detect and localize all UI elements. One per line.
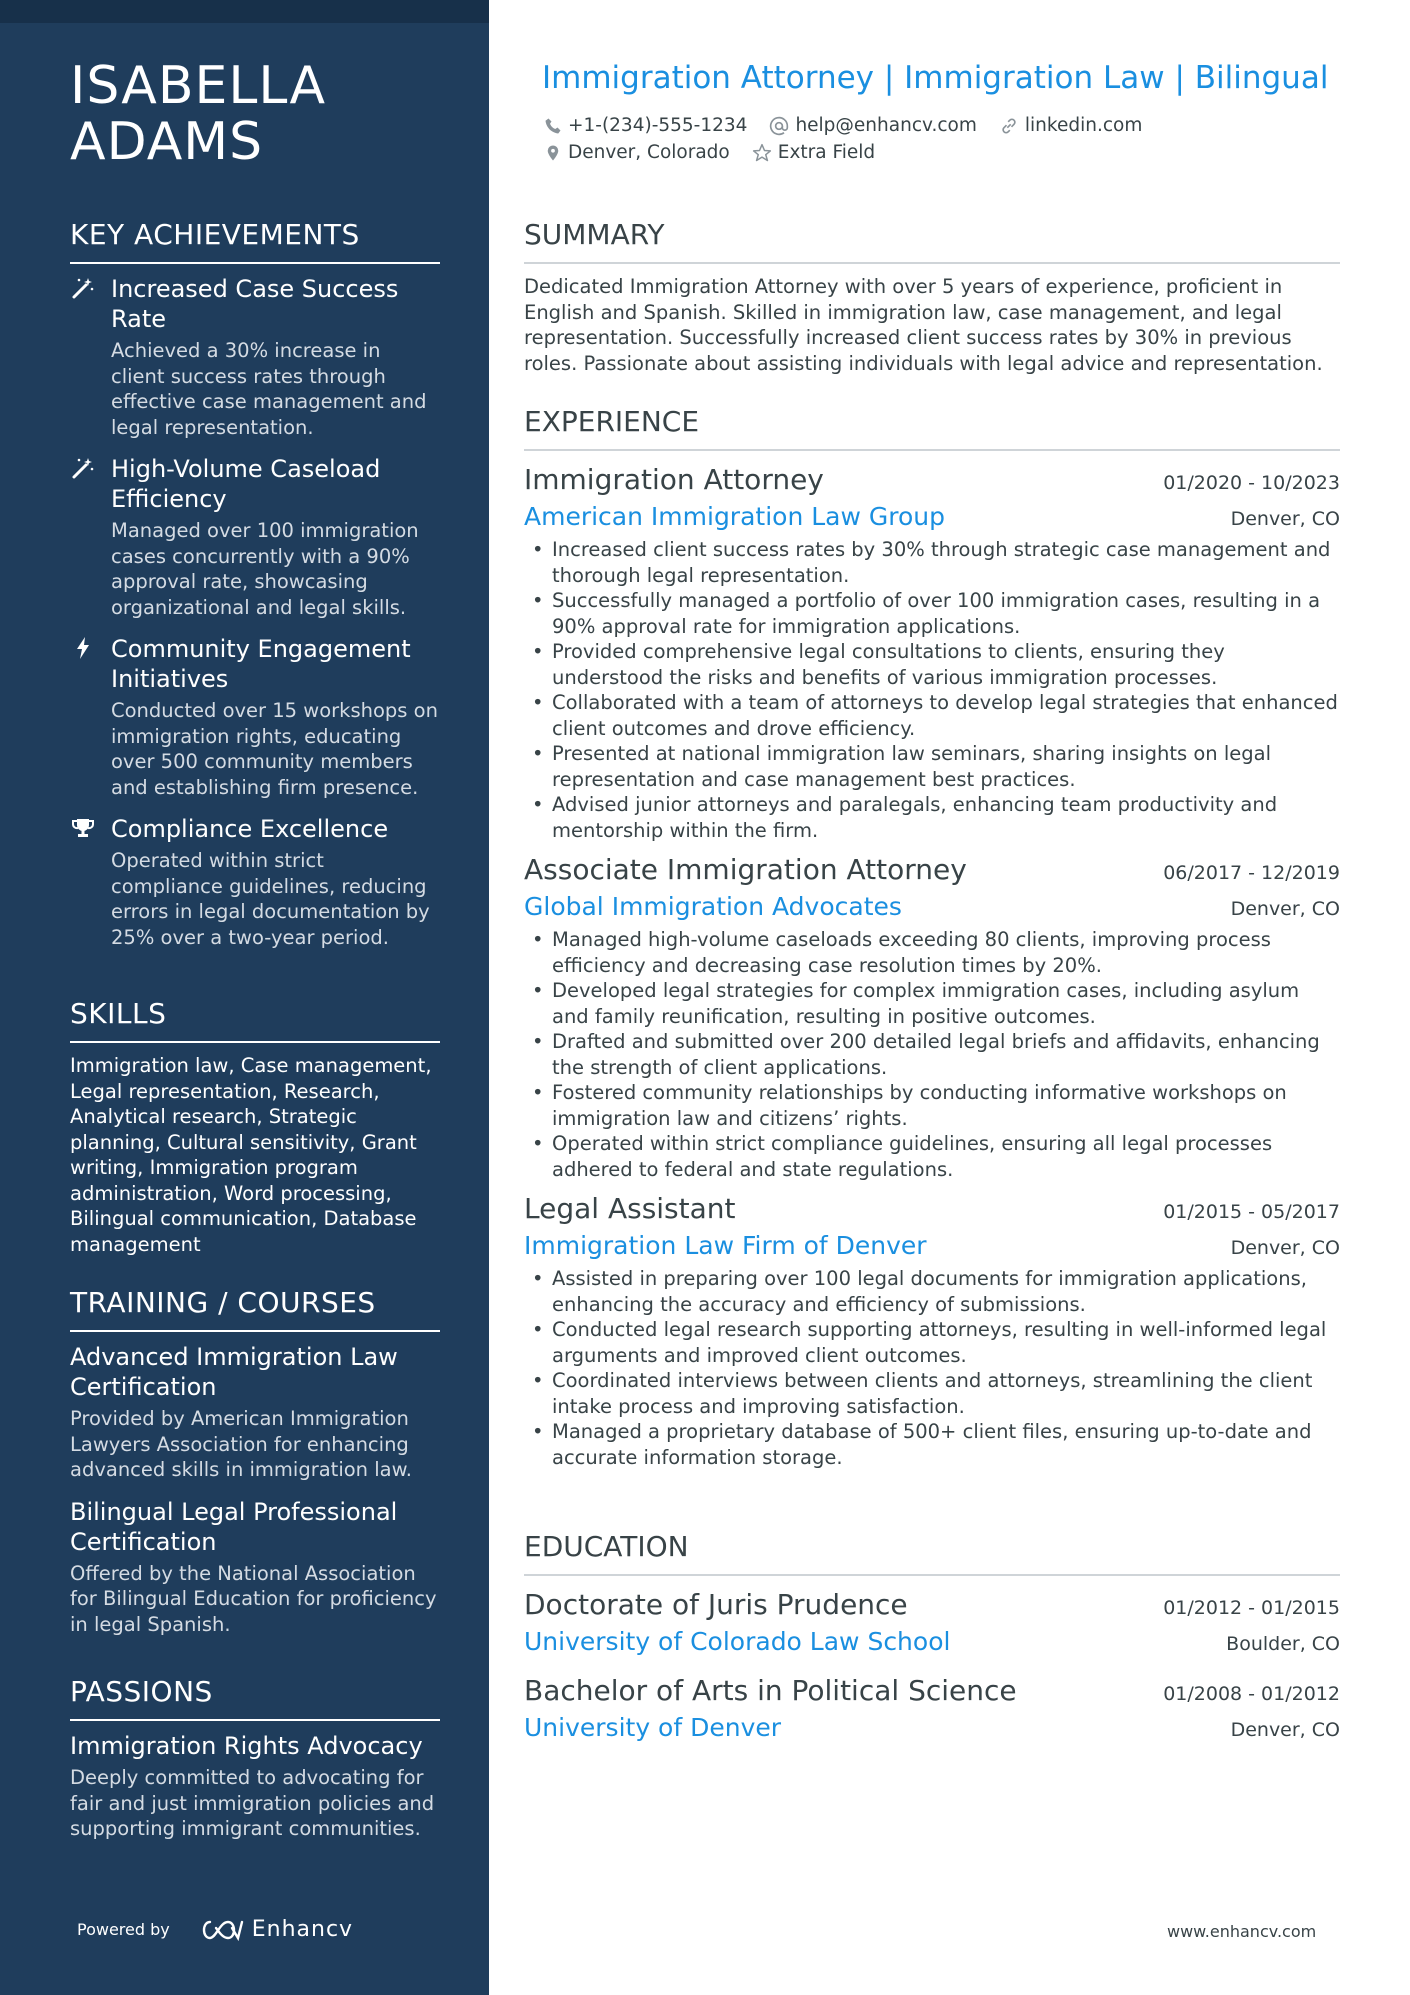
bullet-item: • Collaborated with a team of attorneys to develop legal strategies that enhanced client outcomes and drove efficiency. [552,690,1340,741]
achievement-title: Increased Case Success Rate [111,275,399,333]
education-heading: EDUCATION [524,1530,1340,1576]
contact-info [544,112,1304,166]
bullet-item: • Successfully managed a portfolio of over 100 immigration cases, resulting in a 90% approval rate for immigration applications. [552,588,1340,639]
skills-section [70,997,440,1257]
bullet-item: • Provided comprehensive legal consultations to clients, ensuring they understood the risks and benefits of various immigration processes. [552,639,1340,690]
degree: Bachelor of Arts in Political Science [524,1674,1017,1707]
footer-url[interactable]: www.enhancv.com [1167,1922,1317,1941]
skills-list: Immigration law, Case management, Legal representation, Research, Analytical research, Strategic planning, Cultural sensitivity, Grant writing, Immigration program administration, Word processing, Bilingual communication, Database management [70,1054,432,1256]
school-location: Denver, CO [1230,1719,1340,1741]
job-entry [524,851,1340,1182]
bullet-item: • Presented at national immigration law seminars, sharing insights on legal representation and case management best practices. [552,741,1340,792]
lightning-icon [70,636,96,662]
passion-title: Immigration Rights Advocacy [70,1732,423,1760]
job-location: Denver, CO [1230,1237,1340,1259]
email-text: help@enhancv.com [795,115,977,136]
achievement-title: Compliance Excellence [111,815,389,843]
achievement-desc: Managed over 100 immigration cases concurrently with a 90% approval rate, showcasing organizational and legal skills. [111,519,419,619]
enhancv-logo-icon [198,1918,244,1942]
bullet-item: • Drafted and submitted over 200 detailed legal briefs and affidavits, enhancing the strength of client applications. [552,1029,1340,1080]
powered-by-label: Powered by [77,1920,170,1939]
company-name: American Immigration Law Group [524,502,945,531]
company-name: Global Immigration Advocates [524,892,902,921]
linkedin-text: linkedin.com [1024,115,1143,136]
bullet-item: • Conducted legal research supporting attorneys, resulting in well-informed legal arguments and improved client outcomes. [552,1317,1340,1368]
job-title: Immigration Attorney [524,463,824,496]
summary-heading: SUMMARY [524,218,1340,264]
phone-contact[interactable] [544,115,747,136]
course-desc: Offered by the National Association for Bilingual Education for proficiency in legal Spanish. [70,1561,437,1636]
education-dates: 01/2008 - 01/2012 [1163,1683,1340,1705]
experience-heading: EXPERIENCE [524,405,1340,451]
link-icon [999,116,1019,136]
education-entry [524,1586,1340,1660]
achievement-item [70,814,440,950]
enhancv-logo[interactable] [198,1917,353,1942]
bullet-item: • Assisted in preparing over 100 legal documents for immigration applications, enhancing the accuracy and efficiency of submissions. [552,1266,1340,1317]
passion-item [70,1731,440,1842]
education-section [524,1530,1340,1758]
phone-text: +1-(234)-555-1234 [568,115,748,136]
bullet-item: • Managed high-volume caseloads exceeding 80 clients, improving process efficiency and decreasing case resolution times by 20%. [552,927,1340,978]
degree: Doctorate of Juris Prudence [524,1588,908,1621]
email-contact[interactable] [769,115,976,136]
summary-section [524,218,1340,376]
job-location: Denver, CO [1230,898,1340,920]
job-title: Associate Immigration Attorney [524,853,967,886]
location-pin-icon [544,143,562,163]
school-name: University of Denver [524,1713,782,1742]
course-item [70,1342,440,1483]
location-contact [544,142,730,163]
job-dates: 06/2017 - 12/2019 [1163,862,1340,884]
phone-icon [544,117,562,135]
job-bullets [524,1266,1340,1470]
bullet-item: • Coordinated interviews between clients and attorneys, streamlining the client intake process and improving satisfaction. [552,1368,1340,1419]
key-achievements-section [70,218,440,964]
powered-by [77,1917,353,1942]
course-item [70,1497,440,1638]
name-last: ADAMS [70,112,264,172]
course-desc: Provided by American Immigration Lawyers Association for enhancing advanced skills in immigration law. [70,1407,412,1481]
job-bullets [524,537,1340,843]
education-entry [524,1672,1340,1746]
bullet-item: • Developed legal strategies for complex immigration cases, including asylum and family reunification, resulting in positive outcomes. [552,978,1340,1029]
achievement-title: High-Volume Caseload Efficiency [111,455,381,513]
at-icon [769,116,789,136]
trophy-icon [70,816,96,842]
name-first: ISABELLA [70,56,327,116]
course-title: Advanced Immigration Law Certification [70,1343,398,1401]
bullet-item: • Advised junior attorneys and paralegals, enhancing team productivity and mentorship within the firm. [552,792,1340,843]
star-icon [752,143,772,163]
key-achievements-heading: KEY ACHIEVEMENTS [70,218,440,264]
job-bullets [524,927,1340,1182]
summary-text: Dedicated Immigration Attorney with over 5 years of experience, proficient in English and Spanish. Skilled in immigration law, case management, and legal representation. Successfully increased client success rates by 30% in previous roles. Passionate about assisting individuals with legal advice and representation. [524,275,1323,375]
bullet-item: • Fostered community relationships by conducting informative workshops on immigration law and citizens’ rights. [552,1080,1340,1131]
location-text: Denver, Colorado [568,142,730,163]
company-name: Immigration Law Firm of Denver [524,1231,927,1260]
candidate-name [70,58,326,170]
passions-heading: PASSIONS [70,1675,440,1721]
sidebar [0,0,489,1995]
bullet-item: • Increased client success rates by 30% through strategic case management and thorough legal representation. [552,537,1340,588]
job-dates: 01/2020 - 10/2023 [1163,472,1340,494]
school-name: University of Colorado Law School [524,1627,951,1656]
achievement-desc: Conducted over 15 workshops on immigration rights, educating over 500 community members and establishing firm presence. [111,699,438,799]
linkedin-contact[interactable] [999,115,1142,136]
enhancv-brand: Enhancv [251,1917,354,1942]
achievement-item [70,274,440,440]
job-location: Denver, CO [1230,508,1340,530]
achievement-item [70,634,440,800]
extra-text: Extra Field [777,142,876,163]
achievement-desc: Operated within strict compliance guidelines, reducing errors in legal documentation by 25% over a two-year period. [111,849,430,949]
bullet-item: • Operated within strict compliance guidelines, ensuring all legal processes adhered to federal and state regulations. [552,1131,1340,1182]
achievement-item [70,454,440,620]
extra-contact [752,142,875,163]
passions-section [70,1675,440,1856]
magic-wand-icon [70,276,96,302]
passion-desc: Deeply committed to advocating for fair and just immigration policies and supporting immigrant communities. [70,1766,435,1840]
school-location: Boulder, CO [1226,1633,1340,1655]
sidebar-top-bar [0,0,489,23]
course-title: Bilingual Legal Professional Certification [70,1497,398,1556]
bullet-item: • Managed a proprietary database of 500+ client files, ensuring up-to-date and accurate information storage. [552,1419,1340,1470]
achievement-desc: Achieved a 30% increase in client success rates through effective case management and legal representation. [111,339,427,439]
training-heading: TRAINING / COURSES [70,1286,440,1332]
training-section [70,1286,440,1651]
experience-section [524,405,1340,1478]
job-title: Legal Assistant [524,1192,736,1225]
job-entry [524,1190,1340,1470]
skills-heading: SKILLS [70,997,440,1043]
education-dates: 01/2012 - 01/2015 [1163,1597,1340,1619]
job-entry [524,461,1340,843]
achievement-title: Community Engagement Initiatives [111,635,411,693]
headline: Immigration Attorney | Immigration Law | Bilingual [542,60,1329,96]
job-dates: 01/2015 - 05/2017 [1163,1201,1340,1223]
magic-wand-icon [70,456,96,482]
